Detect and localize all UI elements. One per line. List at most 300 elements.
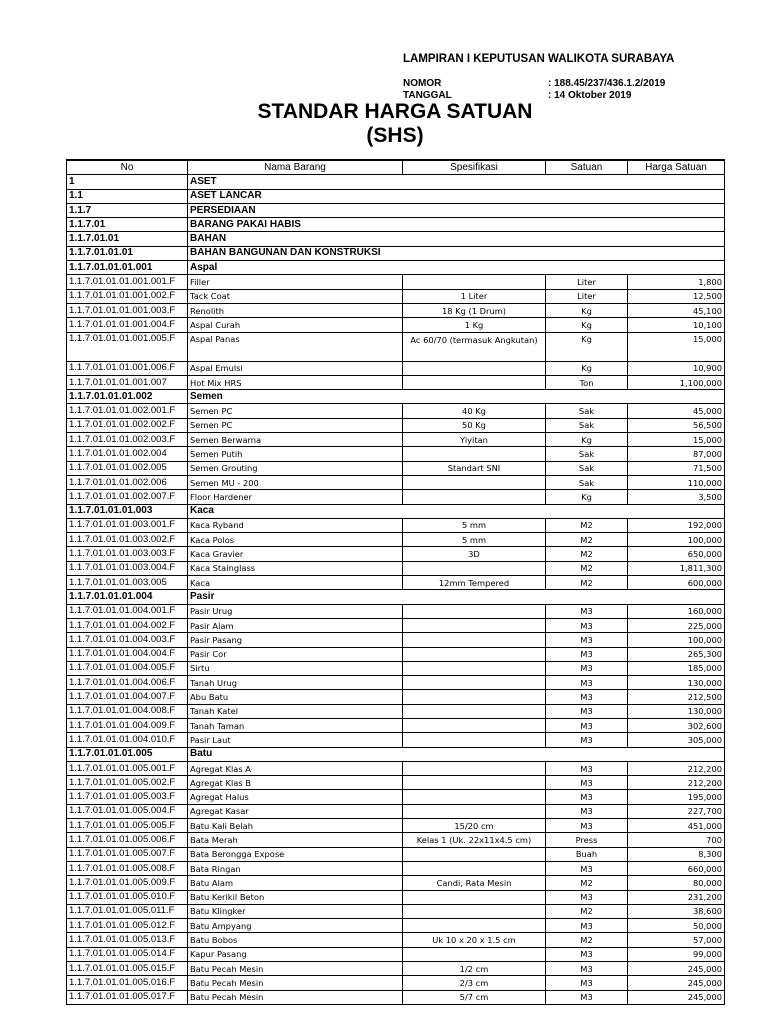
tanggal-value: : 14 Oktober 2019 [548,90,632,101]
row-satuan: M3 [546,690,628,704]
row-harga-satuan: 10,900 [628,361,725,375]
row-spesifikasi [403,904,546,918]
row-nama-barang: Kaca Stainglass [188,561,403,575]
category-row [67,189,725,203]
table-row [67,561,725,575]
row-no: 1.1.7.01.01.01.005.006.F [67,833,188,847]
row-nama-barang: Kaca [188,576,403,590]
row-satuan: M2 [546,576,628,590]
row-nama-barang: Filler [188,275,403,289]
row-nama-barang: Batu Ampyang [188,919,403,933]
row-spesifikasi: 1/2 cm [403,962,546,976]
row-spesifikasi: 1 Kg [403,318,546,332]
row-nama-barang: Batu Kerikil Beton [188,890,403,904]
col-harga-satuan-header: Harga Satuan [628,160,725,175]
nomor-label: NOMOR [403,78,442,89]
row-spesifikasi [403,804,546,818]
row-spesifikasi [403,676,546,690]
row-harga-satuan: 195,000 [628,790,725,804]
row-satuan: Press [546,833,628,847]
row-no: 1.1.7.01.01.01.005.005.F [67,819,188,833]
row-harga-satuan: 130,000 [628,704,725,718]
table-row [67,947,725,961]
table-row [67,375,725,389]
table-row [67,790,725,804]
row-spesifikasi [403,604,546,618]
row-no: 1.1.7.01.01.01.004.004.F [67,647,188,661]
row-spesifikasi [403,847,546,861]
row-satuan: M2 [546,518,628,532]
row-no: 1.1.7.01.01.01.003.003.F [67,547,188,561]
category-name: Aspal [188,261,725,275]
row-satuan: Kg [546,361,628,375]
row-nama-barang: Batu Klingker [188,904,403,918]
row-no: 1.1.7.01.01.01.003.002.F [67,533,188,547]
table-body [67,175,725,1005]
row-no: 1.1.7.01.01.01.005.010.F [67,890,188,904]
category-row [67,175,725,189]
row-harga-satuan: 15,000 [628,433,725,447]
row-spesifikasi [403,861,546,875]
row-harga-satuan: 1,800 [628,275,725,289]
table-row [67,718,725,732]
row-spesifikasi: 5 mm [403,518,546,532]
table-row [67,332,725,361]
category-name: ASET [188,175,725,189]
category-row [67,590,725,604]
row-harga-satuan: 212,200 [628,761,725,775]
row-satuan: Kg [546,303,628,317]
row-no: 1.1.7.01.01.01.004.003.F [67,633,188,647]
row-spesifikasi [403,661,546,675]
page-subtitle: (SHS) [366,124,424,147]
row-harga-satuan: 45,100 [628,303,725,317]
row-harga-satuan: 305,000 [628,733,725,747]
table-row [67,804,725,818]
row-satuan: M3 [546,947,628,961]
table-row [67,690,725,704]
row-no: 1.1.7.01.01.01.005.015.F [67,962,188,976]
row-spesifikasi [403,475,546,489]
row-satuan: Liter [546,275,628,289]
row-nama-barang: Agregat Halus [188,790,403,804]
table-row [67,447,725,461]
row-satuan: Sak [546,404,628,418]
row-spesifikasi: 5 mm [403,533,546,547]
row-harga-satuan: 56,500 [628,418,725,432]
row-harga-satuan: 71,500 [628,461,725,475]
row-nama-barang: Batu Pecah Mesin [188,962,403,976]
row-nama-barang: Bata Berongga Expose [188,847,403,861]
row-no: 1.1.7.01.01.01.005.012.F [67,919,188,933]
row-nama-barang: Aspal Curah [188,318,403,332]
table-row [67,604,725,618]
row-spesifikasi [403,633,546,647]
row-no: 1.1.7.01.01.01.002.007.F [67,490,188,504]
row-nama-barang: Pasir Alam [188,618,403,632]
row-nama-barang: Tanah Taman [188,718,403,732]
row-satuan: M3 [546,776,628,790]
row-nama-barang: Pasir Cor [188,647,403,661]
row-no: 1.1.7.01.01.01.005.001.F [67,761,188,775]
row-harga-satuan: 3,500 [628,490,725,504]
row-satuan: Kg [546,318,628,332]
table-row [67,461,725,475]
row-harga-satuan: 302,600 [628,718,725,732]
row-satuan: M3 [546,633,628,647]
row-no: 1.1.7.01.01.01.005 [67,747,188,761]
row-nama-barang: Kaca Ryband [188,518,403,532]
row-nama-barang: Agregat Klas A [188,761,403,775]
table-row [67,904,725,918]
row-harga-satuan: 245,000 [628,976,725,990]
row-no: 1.1.7.01.01.01.004.002.F [67,618,188,632]
row-no: 1.1.7.01.01.01 [67,246,188,260]
table-row [67,404,725,418]
row-nama-barang: Renolith [188,303,403,317]
table-row [67,676,725,690]
row-spesifikasi [403,776,546,790]
row-no: 1.1.7.01.01.01.005.013.F [67,933,188,947]
row-harga-satuan: 225,000 [628,618,725,632]
row-satuan: M2 [546,933,628,947]
row-nama-barang: Batu Bobos [188,933,403,947]
table-row [67,661,725,675]
row-nama-barang: Semen Berwarna [188,433,403,447]
row-no: 1.1.7.01.01.01.005.014.F [67,947,188,961]
category-row [67,218,725,232]
row-spesifikasi: Ac 60/70 (termasuk Angkutan) [403,332,546,361]
row-harga-satuan: 38,600 [628,904,725,918]
row-spesifikasi [403,490,546,504]
row-no: 1.1.7.01.01.01.005.017.F [67,990,188,1004]
col-nama-barang-header: Nama Barang [188,160,403,175]
row-no: 1.1.7.01.01.01.005.007.F [67,847,188,861]
table-row [67,704,725,718]
row-spesifikasi: 12mm Tempered [403,576,546,590]
row-no: 1.1.7.01.01.01.003.004.F [67,561,188,575]
row-nama-barang: Bata Merah [188,833,403,847]
category-row [67,390,725,404]
table-row [67,890,725,904]
row-harga-satuan: 57,000 [628,933,725,947]
row-no: 1.1.7.01.01.01.005.016.F [67,976,188,990]
row-satuan: Sak [546,447,628,461]
table-row [67,876,725,890]
row-nama-barang: Semen Putih [188,447,403,461]
row-spesifikasi: 1 Liter [403,289,546,303]
row-no: 1.1.7.01.01.01.004.008.F [67,704,188,718]
row-harga-satuan: 87,000 [628,447,725,461]
row-nama-barang: Batu Alam [188,876,403,890]
table-row [67,733,725,747]
row-satuan: M3 [546,618,628,632]
row-no: 1.1.7.01.01.01.005.002.F [67,776,188,790]
row-nama-barang: Agregat Kasar [188,804,403,818]
table-row [67,433,725,447]
table-row [67,761,725,775]
row-no: 1.1.7.01.01.01.002.002.F [67,418,188,432]
row-nama-barang: Semen Grouting [188,461,403,475]
row-spesifikasi [403,890,546,904]
row-harga-satuan: 245,000 [628,962,725,976]
row-harga-satuan: 110,000 [628,475,725,489]
row-satuan: M3 [546,661,628,675]
row-harga-satuan: 15,000 [628,332,725,361]
row-satuan: M2 [546,904,628,918]
table-row [67,618,725,632]
table-row [67,518,725,532]
col-satuan-header: Satuan [546,160,628,175]
nomor-value: : 188.45/237/436.1.2/2019 [548,78,666,89]
row-satuan: M2 [546,547,628,561]
row-spesifikasi: 15/20 cm [403,819,546,833]
table-header-row [67,160,725,175]
row-satuan: Ton [546,375,628,389]
row-harga-satuan: 80,000 [628,876,725,890]
row-no: 1.1.7.01.01.01.002 [67,390,188,404]
row-harga-satuan: 130,000 [628,676,725,690]
row-satuan: M3 [546,718,628,732]
row-no: 1.1.7.01.01.01.004.006.F [67,676,188,690]
category-row [67,246,725,260]
row-satuan: M3 [546,990,628,1004]
row-no: 1.1.7.01.01.01.004.005.F [67,661,188,675]
row-nama-barang: Tanah Katel [188,704,403,718]
row-no: 1.1.7.01.01.01.002.003.F [67,433,188,447]
row-harga-satuan: 99,000 [628,947,725,961]
row-harga-satuan: 8,300 [628,847,725,861]
row-no: 1.1 [67,189,188,203]
row-no: 1.1.7.01.01.01.005.003.F [67,790,188,804]
table-row [67,819,725,833]
row-no: 1.1.7.01.01.01.001.005.F [67,332,188,361]
row-satuan: Kg [546,433,628,447]
row-spesifikasi [403,375,546,389]
row-spesifikasi: Kelas 1 (Uk. 22x11x4.5 cm) [403,833,546,847]
row-satuan: M3 [546,647,628,661]
row-satuan: M3 [546,733,628,747]
row-no: 1.1.7.01.01.01.001.003.F [67,303,188,317]
row-spesifikasi [403,275,546,289]
row-no: 1.1.7.01.01.01.002.001.F [67,404,188,418]
row-satuan: Sak [546,418,628,432]
row-no: 1.1.7.01.01.01.004 [67,590,188,604]
table-row [67,533,725,547]
row-no: 1.1.7.01.01.01.005.009.F [67,876,188,890]
row-spesifikasi [403,919,546,933]
table-row [67,990,725,1004]
row-nama-barang: Batu Pecah Mesin [188,976,403,990]
lampiran-title: LAMPIRAN I KEPUTUSAN WALIKOTA SURABAYA [403,53,675,65]
row-nama-barang: Hot Mix HRS [188,375,403,389]
row-satuan: M3 [546,604,628,618]
row-no: 1.1.7.01.01.01.003.001.F [67,518,188,532]
row-no: 1.1.7.01.01.01.001.001.F [67,275,188,289]
category-name: BAHAN [188,232,725,246]
row-nama-barang: Semen PC [188,418,403,432]
category-row [67,203,725,217]
category-name: PERSEDIAAN [188,203,725,217]
row-harga-satuan: 185,000 [628,661,725,675]
row-no: 1.1.7 [67,203,188,217]
row-spesifikasi: Candi, Rata Mesin [403,876,546,890]
table-row [67,547,725,561]
table-row [67,919,725,933]
row-no: 1.1.7.01.01.01.002.006 [67,475,188,489]
row-spesifikasi: Uk 10 x 20 x 1.5 cm [403,933,546,947]
row-no: 1.1.7.01.01.01.001.004.F [67,318,188,332]
row-satuan: M3 [546,819,628,833]
row-spesifikasi [403,690,546,704]
row-spesifikasi [403,733,546,747]
row-satuan: M3 [546,919,628,933]
row-no: 1 [67,175,188,189]
row-spesifikasi: 40 Kg [403,404,546,418]
row-satuan: Kg [546,332,628,361]
row-no: 1.1.7.01.01.01.005.004.F [67,804,188,818]
category-name: Semen [188,390,725,404]
row-harga-satuan: 100,000 [628,633,725,647]
row-harga-satuan: 212,200 [628,776,725,790]
row-nama-barang: Aspal Emulsi [188,361,403,375]
row-harga-satuan: 100,000 [628,533,725,547]
row-spesifikasi [403,704,546,718]
row-satuan: M3 [546,976,628,990]
row-harga-satuan: 265,300 [628,647,725,661]
table-row [67,647,725,661]
col-no-header: No [67,160,188,175]
table-row [67,847,725,861]
table-row [67,633,725,647]
table-row [67,490,725,504]
row-spesifikasi [403,647,546,661]
row-harga-satuan: 650,000 [628,547,725,561]
row-satuan: M3 [546,804,628,818]
category-row [67,504,725,518]
row-satuan: Sak [546,461,628,475]
table-row [67,576,725,590]
table-row [67,289,725,303]
row-satuan: Buah [546,847,628,861]
row-harga-satuan: 50,000 [628,919,725,933]
row-harga-satuan: 45,000 [628,404,725,418]
row-harga-satuan: 1,811,300 [628,561,725,575]
row-harga-satuan: 451,000 [628,819,725,833]
table-row [67,776,725,790]
row-harga-satuan: 245,000 [628,990,725,1004]
row-no: 1.1.7.01.01 [67,232,188,246]
table-row [67,418,725,432]
table-row [67,976,725,990]
category-name: BARANG PAKAI HABIS [188,218,725,232]
category-name: Kaca [188,504,725,518]
row-harga-satuan: 700 [628,833,725,847]
row-no: 1.1.7.01.01.01.001.007 [67,375,188,389]
row-satuan: Liter [546,289,628,303]
row-nama-barang: Abu Batu [188,690,403,704]
row-harga-satuan: 600,000 [628,576,725,590]
row-harga-satuan: 10,100 [628,318,725,332]
col-spesifikasi-header: Spesifikasi [403,160,546,175]
tanggal-label: TANGGAL [403,90,452,101]
row-nama-barang: Semen MU - 200 [188,475,403,489]
row-no: 1.1.7.01.01.01.001 [67,261,188,275]
row-spesifikasi: 2/3 cm [403,976,546,990]
row-satuan: M3 [546,890,628,904]
row-satuan: Kg [546,490,628,504]
row-spesifikasi: Yiyitan [403,433,546,447]
row-spesifikasi [403,790,546,804]
row-no: 1.1.7.01.01.01.004.009.F [67,718,188,732]
row-satuan: M2 [546,561,628,575]
row-nama-barang: Batu Kali Belah [188,819,403,833]
shs-table [66,159,725,1005]
row-harga-satuan: 1,100,000 [628,375,725,389]
row-harga-satuan: 160,000 [628,604,725,618]
category-name: ASET LANCAR [188,189,725,203]
row-satuan: Sak [546,475,628,489]
row-nama-barang: Kaca Polos [188,533,403,547]
category-row [67,232,725,246]
row-spesifikasi [403,361,546,375]
row-satuan: M3 [546,676,628,690]
row-satuan: M2 [546,876,628,890]
row-no: 1.1.7.01.01.01.003.005 [67,576,188,590]
row-spesifikasi [403,447,546,461]
row-spesifikasi: 50 Kg [403,418,546,432]
category-name: Pasir [188,590,725,604]
row-satuan: M3 [546,861,628,875]
row-harga-satuan: 227,700 [628,804,725,818]
row-nama-barang: Pasir Pasang [188,633,403,647]
row-nama-barang: Floor Hardener [188,490,403,504]
table-row [67,318,725,332]
row-spesifikasi: Standart SNI [403,461,546,475]
row-nama-barang: Kapur Pasang [188,947,403,961]
row-harga-satuan: 231,200 [628,890,725,904]
row-no: 1.1.7.01.01.01.005.011.F [67,904,188,918]
row-spesifikasi: 18 Kg (1 Drum) [403,303,546,317]
table-row [67,361,725,375]
page-title: STANDAR HARGA SATUAN [257,100,533,123]
row-satuan: M3 [546,962,628,976]
row-nama-barang: Sirtu [188,661,403,675]
row-nama-barang: Kaca Gravier [188,547,403,561]
row-nama-barang: Aspal Panas [188,332,403,361]
category-name: BAHAN BANGUNAN DAN KONSTRUKSI [188,246,725,260]
row-spesifikasi [403,618,546,632]
table-row [67,303,725,317]
row-nama-barang: Tanah Urug [188,676,403,690]
row-spesifikasi [403,718,546,732]
category-row [67,261,725,275]
row-spesifikasi [403,947,546,961]
row-nama-barang: Tack Coat [188,289,403,303]
row-no: 1.1.7.01.01.01.002.004 [67,447,188,461]
row-no: 1.1.7.01.01.01.004.007.F [67,690,188,704]
row-spesifikasi: 5/7 cm [403,990,546,1004]
row-spesifikasi: 3D [403,547,546,561]
row-satuan: M3 [546,704,628,718]
row-nama-barang: Bata Ringan [188,861,403,875]
row-satuan: M3 [546,761,628,775]
row-nama-barang: Pasir Laut [188,733,403,747]
table-row [67,933,725,947]
table-row [67,275,725,289]
row-nama-barang: Batu Pecah Mesin [188,990,403,1004]
row-no: 1.1.7.01.01.01.001.002.F [67,289,188,303]
